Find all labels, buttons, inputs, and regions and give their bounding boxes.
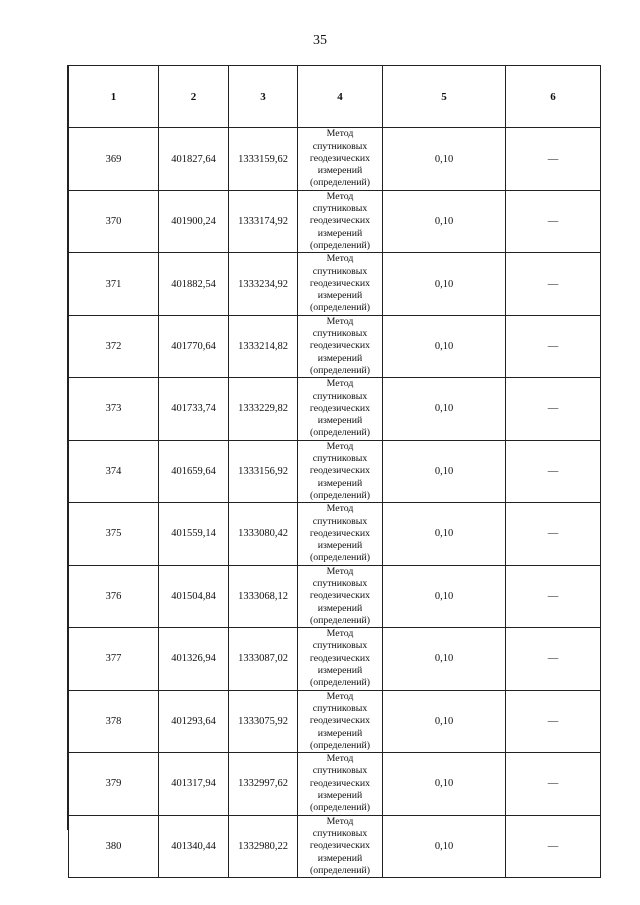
method-line: спутниковых (312, 702, 368, 714)
method-line: Метод (326, 440, 354, 452)
method-cell (298, 628, 383, 690)
method-line: геодезических (309, 527, 371, 539)
method-line: Метод (326, 628, 354, 640)
method-line: Метод (326, 315, 354, 327)
method-line: (определений) (309, 552, 371, 564)
method-line: (определений) (309, 427, 371, 439)
accuracy-cell: 0,10 (383, 128, 506, 190)
y-coordinate-cell: 1333159,62 (229, 128, 298, 190)
description-cell: — (506, 253, 601, 315)
y-coordinate-cell: 1333174,92 (229, 190, 298, 252)
method-cell (298, 378, 383, 440)
point-number-cell: 377 (69, 628, 159, 690)
accuracy-cell: 0,10 (383, 378, 506, 440)
accuracy-cell: 0,10 (383, 503, 506, 565)
method-line: измерений (317, 415, 363, 427)
method-line: спутниковых (312, 203, 368, 215)
method-line: измерений (317, 290, 363, 302)
table-row (69, 753, 601, 815)
method-line: измерений (317, 540, 363, 552)
description-cell: — (506, 190, 601, 252)
description-cell: — (506, 628, 601, 690)
table-row (69, 315, 601, 377)
method-line: Метод (326, 690, 354, 702)
method-line: (определений) (309, 302, 371, 314)
y-coordinate-cell: 1333068,12 (229, 565, 298, 627)
point-number-cell: 372 (69, 315, 159, 377)
description-cell: — (506, 565, 601, 627)
header-col-5: 5 (383, 66, 506, 128)
method-line: измерений (317, 477, 363, 489)
method-line: (определений) (309, 677, 371, 689)
method-cell (298, 315, 383, 377)
method-line: измерений (317, 665, 363, 677)
table-row (69, 253, 601, 315)
x-coordinate-cell: 401770,64 (159, 315, 229, 377)
point-number-cell: 379 (69, 753, 159, 815)
method-line: (определений) (309, 364, 371, 376)
point-number-cell: 374 (69, 440, 159, 502)
table-row (69, 565, 601, 627)
accuracy-cell: 0,10 (383, 753, 506, 815)
table-row (69, 690, 601, 752)
table-row (69, 378, 601, 440)
method-line: спутниковых (312, 640, 368, 652)
header-col-4: 4 (298, 66, 383, 128)
method-line: измерений (317, 602, 363, 614)
table-row (69, 815, 601, 877)
accuracy-cell: 0,10 (383, 315, 506, 377)
method-cell (298, 815, 383, 877)
method-line: Метод (326, 753, 354, 765)
method-line: Метод (326, 503, 354, 515)
method-cell (298, 690, 383, 752)
y-coordinate-cell: 1332997,62 (229, 753, 298, 815)
method-line: Метод (326, 128, 354, 140)
accuracy-cell: 0,10 (383, 190, 506, 252)
accuracy-cell: 0,10 (383, 815, 506, 877)
accuracy-cell: 0,10 (383, 440, 506, 502)
header-col-6: 6 (506, 66, 601, 128)
x-coordinate-cell: 401340,44 (159, 815, 229, 877)
description-cell: — (506, 128, 601, 190)
accuracy-cell: 0,10 (383, 690, 506, 752)
point-number-cell: 373 (69, 378, 159, 440)
x-coordinate-cell: 401317,94 (159, 753, 229, 815)
method-line: спутниковых (312, 390, 368, 402)
accuracy-cell: 0,10 (383, 565, 506, 627)
method-line: спутниковых (312, 577, 368, 589)
x-coordinate-cell: 401882,54 (159, 253, 229, 315)
y-coordinate-cell: 1333156,92 (229, 440, 298, 502)
x-coordinate-cell: 401827,64 (159, 128, 229, 190)
method-cell (298, 440, 383, 502)
method-line: измерений (317, 790, 363, 802)
x-coordinate-cell: 401504,84 (159, 565, 229, 627)
method-line: спутниковых (312, 765, 368, 777)
description-cell: — (506, 815, 601, 877)
method-line: геодезических (309, 465, 371, 477)
y-coordinate-cell: 1333087,02 (229, 628, 298, 690)
method-line: спутниковых (312, 328, 368, 340)
point-number-cell: 371 (69, 253, 159, 315)
method-line: Метод (326, 378, 354, 390)
accuracy-cell: 0,10 (383, 253, 506, 315)
method-line: Метод (326, 565, 354, 577)
point-number-cell: 378 (69, 690, 159, 752)
accuracy-cell: 0,10 (383, 628, 506, 690)
method-line: Метод (326, 815, 354, 827)
table-row (69, 440, 601, 502)
method-line: (определений) (309, 177, 371, 189)
method-cell (298, 253, 383, 315)
method-line: измерений (317, 165, 363, 177)
method-line: (определений) (309, 802, 371, 814)
x-coordinate-cell: 401659,64 (159, 440, 229, 502)
method-line: спутниковых (312, 140, 368, 152)
method-line: Метод (326, 190, 354, 202)
y-coordinate-cell: 1333080,42 (229, 503, 298, 565)
table-body (69, 128, 601, 878)
method-line: геодезических (309, 777, 371, 789)
coordinates-table (68, 65, 601, 878)
method-line: (определений) (309, 489, 371, 501)
description-cell: — (506, 440, 601, 502)
method-line: спутниковых (312, 515, 368, 527)
point-number-cell: 380 (69, 815, 159, 877)
table-row (69, 628, 601, 690)
x-coordinate-cell: 401293,64 (159, 690, 229, 752)
method-line: геодезических (309, 590, 371, 602)
description-cell: — (506, 315, 601, 377)
method-line: измерений (317, 352, 363, 364)
method-line: спутниковых (312, 453, 368, 465)
y-coordinate-cell: 1333229,82 (229, 378, 298, 440)
method-line: измерений (317, 727, 363, 739)
method-line: геодезических (309, 215, 371, 227)
table-row (69, 128, 601, 190)
x-coordinate-cell: 401733,74 (159, 378, 229, 440)
header-col-3: 3 (229, 66, 298, 128)
method-line: геодезических (309, 402, 371, 414)
method-line: геодезических (309, 840, 371, 852)
header-row (69, 66, 601, 128)
method-line: геодезических (309, 340, 371, 352)
x-coordinate-cell: 401559,14 (159, 503, 229, 565)
header-col-2: 2 (159, 66, 229, 128)
page-number: 35 (313, 33, 327, 48)
y-coordinate-cell: 1332980,22 (229, 815, 298, 877)
method-cell (298, 190, 383, 252)
method-line: спутниковых (312, 265, 368, 277)
method-line: спутниковых (312, 827, 368, 839)
method-cell (298, 503, 383, 565)
header-col-1: 1 (69, 66, 159, 128)
description-cell: — (506, 503, 601, 565)
description-cell: — (506, 753, 601, 815)
y-coordinate-cell: 1333075,92 (229, 690, 298, 752)
method-line: геодезических (309, 152, 371, 164)
point-number-cell: 369 (69, 128, 159, 190)
method-line: геодезических (309, 277, 371, 289)
x-coordinate-cell: 401900,24 (159, 190, 229, 252)
method-line: измерений (317, 227, 363, 239)
method-line: (определений) (309, 739, 371, 751)
point-number-cell: 375 (69, 503, 159, 565)
y-coordinate-cell: 1333234,92 (229, 253, 298, 315)
method-cell (298, 753, 383, 815)
description-cell: — (506, 378, 601, 440)
table-row (69, 190, 601, 252)
x-coordinate-cell: 401326,94 (159, 628, 229, 690)
table-header (69, 66, 601, 128)
point-number-cell: 376 (69, 565, 159, 627)
method-line: геодезических (309, 652, 371, 664)
method-line: (определений) (309, 239, 371, 251)
method-line: геодезических (309, 715, 371, 727)
method-cell (298, 128, 383, 190)
method-line: измерений (317, 852, 363, 864)
table-row (69, 503, 601, 565)
point-number-cell: 370 (69, 190, 159, 252)
method-line: (определений) (309, 864, 371, 876)
description-cell: — (506, 690, 601, 752)
y-coordinate-cell: 1333214,82 (229, 315, 298, 377)
method-line: Метод (326, 253, 354, 265)
method-line: (определений) (309, 614, 371, 626)
method-cell (298, 565, 383, 627)
